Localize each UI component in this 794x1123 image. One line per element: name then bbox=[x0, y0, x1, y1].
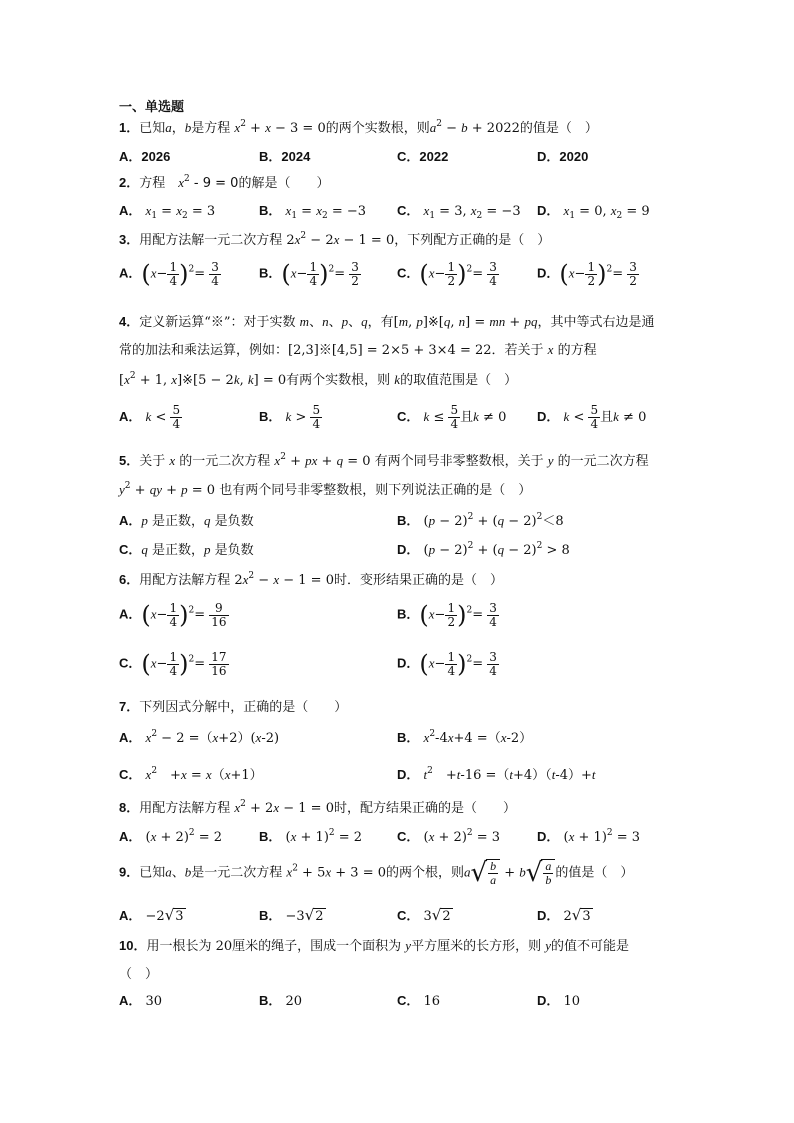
option-a[interactable]: A． 30 bbox=[119, 993, 163, 1009]
question-7: 7．下列因式分解中，正确的是（ ） bbox=[119, 699, 348, 715]
option-a[interactable]: A． $x^2 - 2 =(x+2)(x-2)$ bbox=[119, 729, 280, 746]
option-d[interactable]: D． $(x + 1)^2 = 3$ bbox=[537, 828, 641, 845]
question-4-line-3: [$x^2 + 1$, x]※[5 − 2k, k] = 0有两个实数根，则 k的取值范围是（ ） bbox=[119, 371, 518, 388]
question-1: 1．已知a，b是方程 $x^2 + x - 3 = 0$的两个实数根，则$a^2 - b + 2022$的值是（ ） bbox=[119, 119, 598, 136]
option-c[interactable]: C．(x− $\frac{1}{4}$ )$^2$= $\frac{17}{16}$ bbox=[119, 649, 227, 678]
option-d[interactable]: D． k < $\frac{5}{4}$ 且k ≠ 0 bbox=[537, 403, 647, 431]
question-3: 3．用配方法解一元二次方程 $2x^2 - 2x - 1 = 0$，下列配方正确的是（ ） bbox=[119, 231, 551, 248]
question-number: 1． bbox=[119, 120, 140, 135]
option-a[interactable]: A． $x_1 = x_2 = 3$ bbox=[119, 203, 216, 221]
option-c[interactable]: C．q 是正数，p 是负数 bbox=[119, 542, 254, 558]
question-2: 2．方程 $x^2 - 9 = 0$的解是（ ） bbox=[119, 174, 330, 191]
question-9: 9．已知a、b是一元二次方程 $x^2 + 5x + 3 = 0$的两个根，则a√ $\frac{b}{a}$ + b√ $\frac{a}{b}$ 的值是（ ） bbox=[119, 858, 634, 888]
option-a[interactable]: A． −2√3 bbox=[119, 906, 184, 924]
option-c[interactable]: C． 16 bbox=[397, 993, 441, 1009]
option-d[interactable]: D．(x− $\frac{1}{2}$ )$^2$= $\frac{3}{2}$ bbox=[537, 259, 637, 288]
option-a[interactable]: A．(x− $\frac{1}{4}$ )$^2$= $\frac{3}{4}$ bbox=[119, 259, 219, 288]
option-d[interactable]: D．(x− $\frac{1}{4}$ )$^2$= $\frac{3}{4}$ bbox=[397, 649, 497, 678]
option-a[interactable]: A． $(x + 2)^2 = 2$ bbox=[119, 828, 223, 845]
question-4-line-2: 常的加法和乘法运算，例如：[2,3]※[4,5] = 2×5 + 3×4 = 22．若关于 x 的方程 bbox=[119, 342, 597, 358]
option-c[interactable]: C． $x^2$ +x = x（x+1） bbox=[119, 766, 263, 783]
option-b[interactable]: B．2024 bbox=[259, 149, 311, 164]
option-d[interactable]: D． $t^2$ +t-16 =（t+4）（t-4）+t bbox=[397, 766, 596, 783]
option-b[interactable]: B． $x_1 = x_2 = -3$ bbox=[259, 203, 367, 221]
option-a[interactable]: A．(x− $\frac{1}{4}$ )$^2$= $\frac{9}{16}$ bbox=[119, 600, 227, 629]
option-a[interactable]: A． k < $\frac{5}{4}$ bbox=[119, 403, 181, 431]
question-6: 6．用配方法解方程 $2x^2 - x - 1 = 0$时．变形结果正确的是（ ） bbox=[119, 571, 503, 588]
option-c[interactable]: C． $(x + 2)^2 = 3$ bbox=[397, 828, 501, 845]
option-a[interactable]: A．p 是正数，q 是负数 bbox=[119, 513, 254, 529]
question-4-line-1: 4．定义新运算“※”：对于实数 m、n、p、q，有[m, p]※[q, n] = mn + pq，其中等式右边是通 bbox=[119, 314, 655, 330]
option-d[interactable]: D． 2√3 bbox=[537, 906, 591, 924]
question-5-line-1: 5．关于 x 的一元二次方程 $x^2$ + px + q = 0 有两个同号非零整数根，关于 y 的一元二次方程 bbox=[119, 452, 649, 469]
option-b[interactable]: B． k > $\frac{5}{4}$ bbox=[259, 403, 321, 431]
option-b[interactable]: B．(x− $\frac{1}{2}$ )$^2$= $\frac{3}{4}$ bbox=[397, 600, 497, 629]
option-d[interactable]: D． $(p - 2)^2 + (q - 2)^2 > 8$ bbox=[397, 541, 570, 558]
question-10-line-1: 10．用一根长为 20厘米的绳子，围成一个面积为 y平方厘米的长方形，则 y的值不可能是 bbox=[119, 938, 629, 954]
option-a[interactable]: A．2026 bbox=[119, 149, 171, 164]
section-title: 一、单选题 bbox=[119, 100, 185, 115]
option-c[interactable]: C． k ≤ $\frac{5}{4}$ 且k ≠ 0 bbox=[397, 403, 507, 431]
option-b[interactable]: B． $(p - 2)^2 + (q - 2)^2<8$ bbox=[397, 512, 564, 529]
option-c[interactable]: C． 3√2 bbox=[397, 906, 451, 924]
question-8: 8．用配方法解方程 $x^2 + 2x - 1 = 0$时，配方结果正确的是（ ） bbox=[119, 799, 516, 816]
option-c[interactable]: C．(x− $\frac{1}{2}$ )$^2$= $\frac{3}{4}$ bbox=[397, 259, 497, 288]
option-c[interactable]: C． $x_1 = 3$, $x_2 = -3$ bbox=[397, 203, 521, 221]
option-d[interactable]: D． $x_1 = 0$, $x_2 = 9$ bbox=[537, 203, 650, 221]
option-b[interactable]: B． $x^2-4x+4 =(x-2)$ bbox=[397, 729, 533, 746]
option-c[interactable]: C．2022 bbox=[397, 149, 449, 164]
option-b[interactable]: B． −3√2 bbox=[259, 906, 324, 924]
option-d[interactable]: D．2020 bbox=[537, 149, 589, 164]
question-10-line-2: （ ） bbox=[119, 967, 159, 982]
option-d[interactable]: D． 10 bbox=[537, 993, 581, 1009]
option-b[interactable]: B． $(x + 1)^2 = 2$ bbox=[259, 828, 363, 845]
option-b[interactable]: B．(x− $\frac{1}{4}$ )$^2$= $\frac{3}{2}$ bbox=[259, 259, 359, 288]
question-5-line-2: $y^2$ + qy + p = 0 也有两个同号非零整数根，则下列说法正确的是（ ） bbox=[119, 481, 532, 498]
option-b[interactable]: B． 20 bbox=[259, 993, 303, 1009]
